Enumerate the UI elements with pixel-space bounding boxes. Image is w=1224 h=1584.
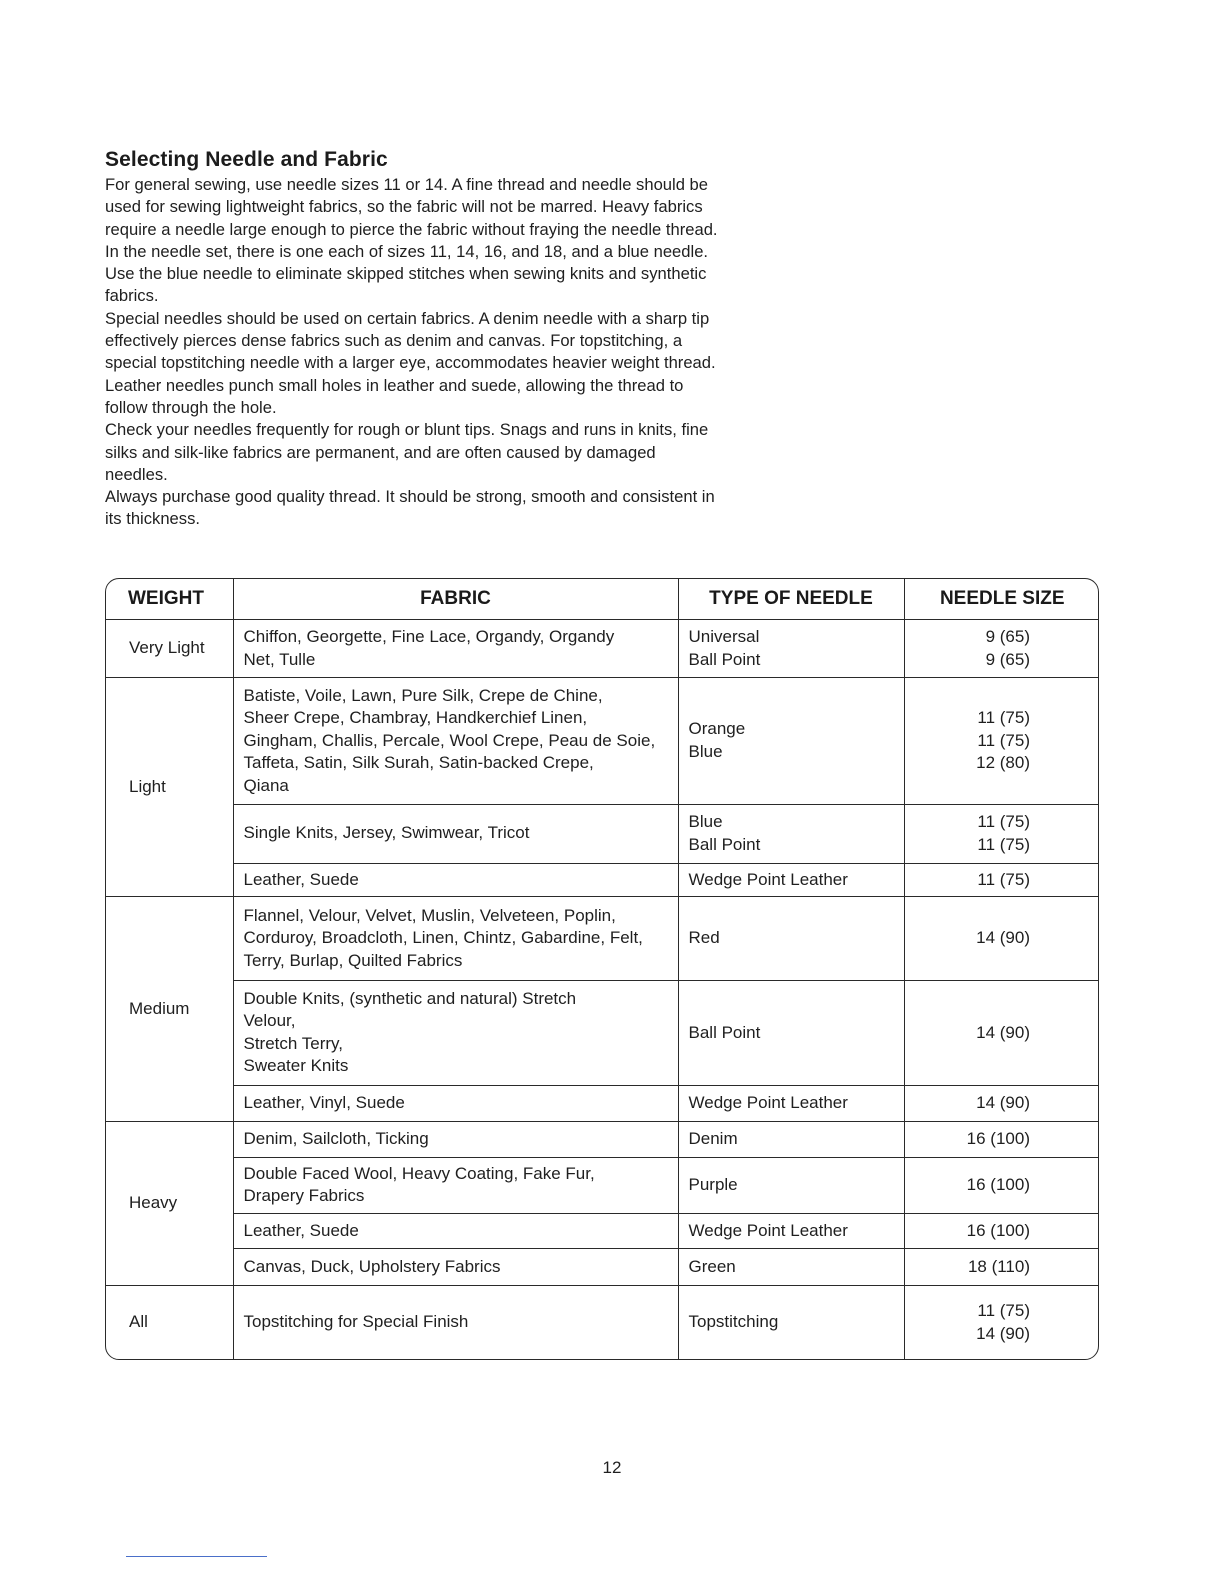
fabric-cell (233, 620, 678, 678)
table-row (106, 1213, 1099, 1248)
fabric-cell-line: Leather, Suede (243, 869, 359, 889)
needle-size-cell-line: 11 (75) (977, 812, 1030, 832)
paragraph-line: its thickness. (105, 509, 200, 529)
section-body (105, 174, 805, 531)
needle-size-cell (904, 1085, 1099, 1121)
weight-cell: Very Light (106, 620, 233, 678)
needle-type-cell-line: Red (688, 928, 720, 948)
paragraph-line: fabrics. (105, 286, 159, 306)
fabric-cell (233, 1121, 678, 1157)
header-weight: WEIGHT (106, 579, 233, 620)
fabric-cell (233, 804, 678, 863)
table-row (106, 620, 1099, 678)
needle-type-cell-line: Green (688, 1256, 736, 1276)
needle-type-cell-line: Ball Point (688, 649, 761, 669)
table-row (106, 678, 1099, 804)
fabric-cell-line: Double Faced Wool, Heavy Coating, Fake Fur, (243, 1163, 595, 1183)
fabric-cell-line: Double Knits, (synthetic and natural) Stretch (243, 988, 577, 1008)
fabric-cell-line: Corduroy, Broadcloth, Linen, Chintz, Gabardine, Felt, (243, 928, 643, 948)
needle-type-cell-line: Wedge Point Leather (688, 1220, 848, 1240)
fabric-cell-line: Gingham, Challis, Percale, Wool Crepe, Peau de Soie, (243, 730, 656, 750)
fabric-cell-line: Denim, Sailcloth, Ticking (243, 1128, 429, 1148)
needle-size-cell-line: 11 (75) (977, 834, 1030, 854)
paragraph (105, 486, 805, 531)
page-number: 12 (602, 1458, 622, 1477)
needle-size-cell-line: 16 (100) (966, 1175, 1030, 1195)
paragraph-line: needles. (105, 464, 168, 484)
needle-type-cell-line: Denim (688, 1128, 738, 1148)
needle-size-cell-line: 14 (90) (976, 928, 1030, 948)
needle-type-cell-line: Orange (688, 719, 746, 739)
header-needle-size: NEEDLE SIZE (904, 579, 1099, 620)
fabric-cell-line: Sheer Crepe, Chambray, Handkerchief Linen, (243, 708, 588, 728)
table-row (106, 863, 1099, 896)
paragraph-line: require a needle large enough to pierce the fabric without fraying the needle thread. (105, 219, 718, 239)
fabric-cell-line: Single Knits, Jersey, Swimwear, Tricot (243, 823, 530, 843)
paragraph-line: used for sewing lightweight fabrics, so the fabric will not be marred. Heavy fabrics (105, 197, 703, 217)
table-row (106, 981, 1099, 1085)
header-fabric: FABRIC (233, 579, 678, 620)
needle-size-cell-line: 11 (75) (977, 869, 1030, 889)
paragraph (105, 308, 805, 419)
paragraph (105, 174, 805, 308)
needle-type-cell (678, 1213, 904, 1248)
table-header-row (106, 579, 1099, 620)
fabric-cell-line: Qiana (243, 775, 289, 795)
header-type-of-needle: TYPE OF NEEDLE (678, 579, 904, 620)
needle-type-cell-line: Purple (688, 1175, 738, 1195)
needle-size-cell-line: 11 (75) (977, 708, 1030, 728)
needle-type-cell (678, 1286, 904, 1359)
needle-type-cell-line: Wedge Point Leather (688, 1092, 848, 1112)
needle-size-cell-line: 18 (110) (967, 1256, 1030, 1276)
needle-size-cell (904, 804, 1099, 863)
fabric-cell-line: Batiste, Voile, Lawn, Pure Silk, Crepe de Chine, (243, 685, 603, 705)
needle-size-cell-line: 12 (80) (976, 753, 1030, 773)
needle-fabric-table (105, 578, 1099, 1360)
table-row (106, 804, 1099, 863)
fabric-cell (233, 863, 678, 896)
paragraph-line: Special needles should be used on certain fabrics. A denim needle with a sharp tip (105, 308, 710, 328)
needle-type-cell (678, 678, 904, 804)
fabric-cell-line: Topstitching for Special Finish (243, 1312, 469, 1332)
fabric-cell (233, 1085, 678, 1121)
weight-cell: Heavy (106, 1121, 233, 1286)
paragraph (105, 419, 805, 486)
fabric-cell (233, 896, 678, 980)
needle-size-cell (904, 1249, 1099, 1286)
needle-size-cell (904, 896, 1099, 980)
needle-size-cell-line: 11 (75) (977, 1301, 1030, 1321)
weight-cell: Medium (106, 896, 233, 1121)
fabric-cell-line: Flannel, Velour, Velvet, Muslin, Velveteen, Poplin, (243, 905, 616, 925)
needle-size-cell-line: 11 (75) (977, 730, 1030, 750)
needle-type-cell (678, 863, 904, 896)
needle-size-cell (904, 1121, 1099, 1157)
fabric-cell (233, 1249, 678, 1286)
section-title: Selecting Needle and Fabric (105, 148, 388, 171)
needle-size-cell-line: 14 (90) (976, 1092, 1030, 1112)
paragraph-line: Check your needles frequently for rough or blunt tips. Snags and runs in knits, fine (105, 420, 709, 440)
needle-size-cell-line: 16 (100) (966, 1220, 1030, 1240)
needle-size-cell-line: 14 (90) (976, 1022, 1030, 1042)
needle-size-cell (904, 1213, 1099, 1248)
table-row (106, 1085, 1099, 1121)
needle-size-cell-line: 9 (65) (985, 627, 1030, 647)
needle-type-cell-line: Wedge Point Leather (688, 869, 848, 889)
table-row (106, 1286, 1099, 1359)
fabric-cell (233, 1286, 678, 1359)
fabric-cell (233, 981, 678, 1085)
fabric-cell (233, 678, 678, 804)
needle-type-cell (678, 620, 904, 678)
fabric-cell-line: Stretch Terry, (243, 1033, 344, 1053)
paragraph-line: Leather needles punch small holes in leather and suede, allowing the thread to (105, 375, 684, 395)
table-row (106, 1121, 1099, 1157)
fabric-cell-line: Net, Tulle (243, 649, 316, 669)
needle-type-cell-line: Universal (688, 627, 760, 647)
needle-size-cell-line: 9 (65) (985, 649, 1030, 669)
paragraph-line: In the needle set, there is one each of sizes 11, 14, 16, and 18, and a blue needle. (105, 241, 709, 261)
paragraph-line: special topstitching needle with a larger eye, accommodates heavier weight thread. (105, 353, 716, 373)
needle-type-cell-line: Topstitching (688, 1312, 779, 1332)
fabric-cell-line: Velour, (243, 1011, 296, 1031)
needle-type-cell (678, 896, 904, 980)
needle-type-cell-line: Blue (688, 741, 723, 761)
weight-cell: All (106, 1286, 233, 1359)
fabric-cell (233, 1213, 678, 1248)
needle-size-cell (904, 863, 1099, 896)
weight-cell: Light (106, 678, 233, 897)
needle-type-cell (678, 804, 904, 863)
needle-size-cell-line: 16 (100) (966, 1128, 1030, 1148)
fabric-cell-line: Taffeta, Satin, Silk Surah, Satin-backed Crepe, (243, 753, 594, 773)
needle-type-cell (678, 981, 904, 1085)
fabric-cell-line: Drapery Fabrics (243, 1186, 365, 1206)
needle-size-cell (904, 1286, 1099, 1359)
table-row (106, 1249, 1099, 1286)
needle-size-cell (904, 1157, 1099, 1213)
needle-fabric-section (105, 148, 805, 531)
table-row (106, 1157, 1099, 1213)
needle-type-cell-line: Ball Point (688, 1022, 761, 1042)
needle-type-cell (678, 1249, 904, 1286)
needle-size-cell (904, 981, 1099, 1085)
needle-type-cell (678, 1121, 904, 1157)
needle-size-cell (904, 620, 1099, 678)
paragraph-line: effectively pierces dense fabrics such as denim and canvas. For topstitching, a (105, 331, 683, 351)
needle-type-cell (678, 1157, 904, 1213)
needle-type-cell-line: Blue (688, 812, 723, 832)
needle-size-cell (904, 678, 1099, 804)
needle-size-cell-line: 14 (90) (976, 1323, 1030, 1343)
paragraph-line: silks and silk-like fabrics are permanent, and are often caused by damaged (105, 442, 656, 462)
table-row (106, 896, 1099, 980)
needle-type-cell-line: Ball Point (688, 834, 761, 854)
paragraph-line: For general sewing, use needle sizes 11 or 14. A fine thread and needle should be (105, 175, 709, 194)
fabric-cell-line: Chiffon, Georgette, Fine Lace, Organdy, Organdy (243, 627, 615, 647)
fabric-cell-line: Sweater Knits (243, 1056, 349, 1076)
fabric-cell-line: Canvas, Duck, Upholstery Fabrics (243, 1256, 501, 1276)
fabric-cell (233, 1157, 678, 1213)
fabric-cell-line: Leather, Vinyl, Suede (243, 1092, 405, 1112)
fabric-cell-line: Leather, Suede (243, 1220, 359, 1240)
bottom-rule (126, 1556, 267, 1557)
paragraph-line: follow through the hole. (105, 397, 277, 417)
needle-type-cell (678, 1085, 904, 1121)
paragraph-line: Use the blue needle to eliminate skipped stitches when sewing knits and synthetic (105, 264, 707, 284)
fabric-cell-line: Terry, Burlap, Quilted Fabrics (243, 950, 463, 970)
paragraph-line: Always purchase good quality thread. It should be strong, smooth and consistent in (105, 487, 715, 507)
